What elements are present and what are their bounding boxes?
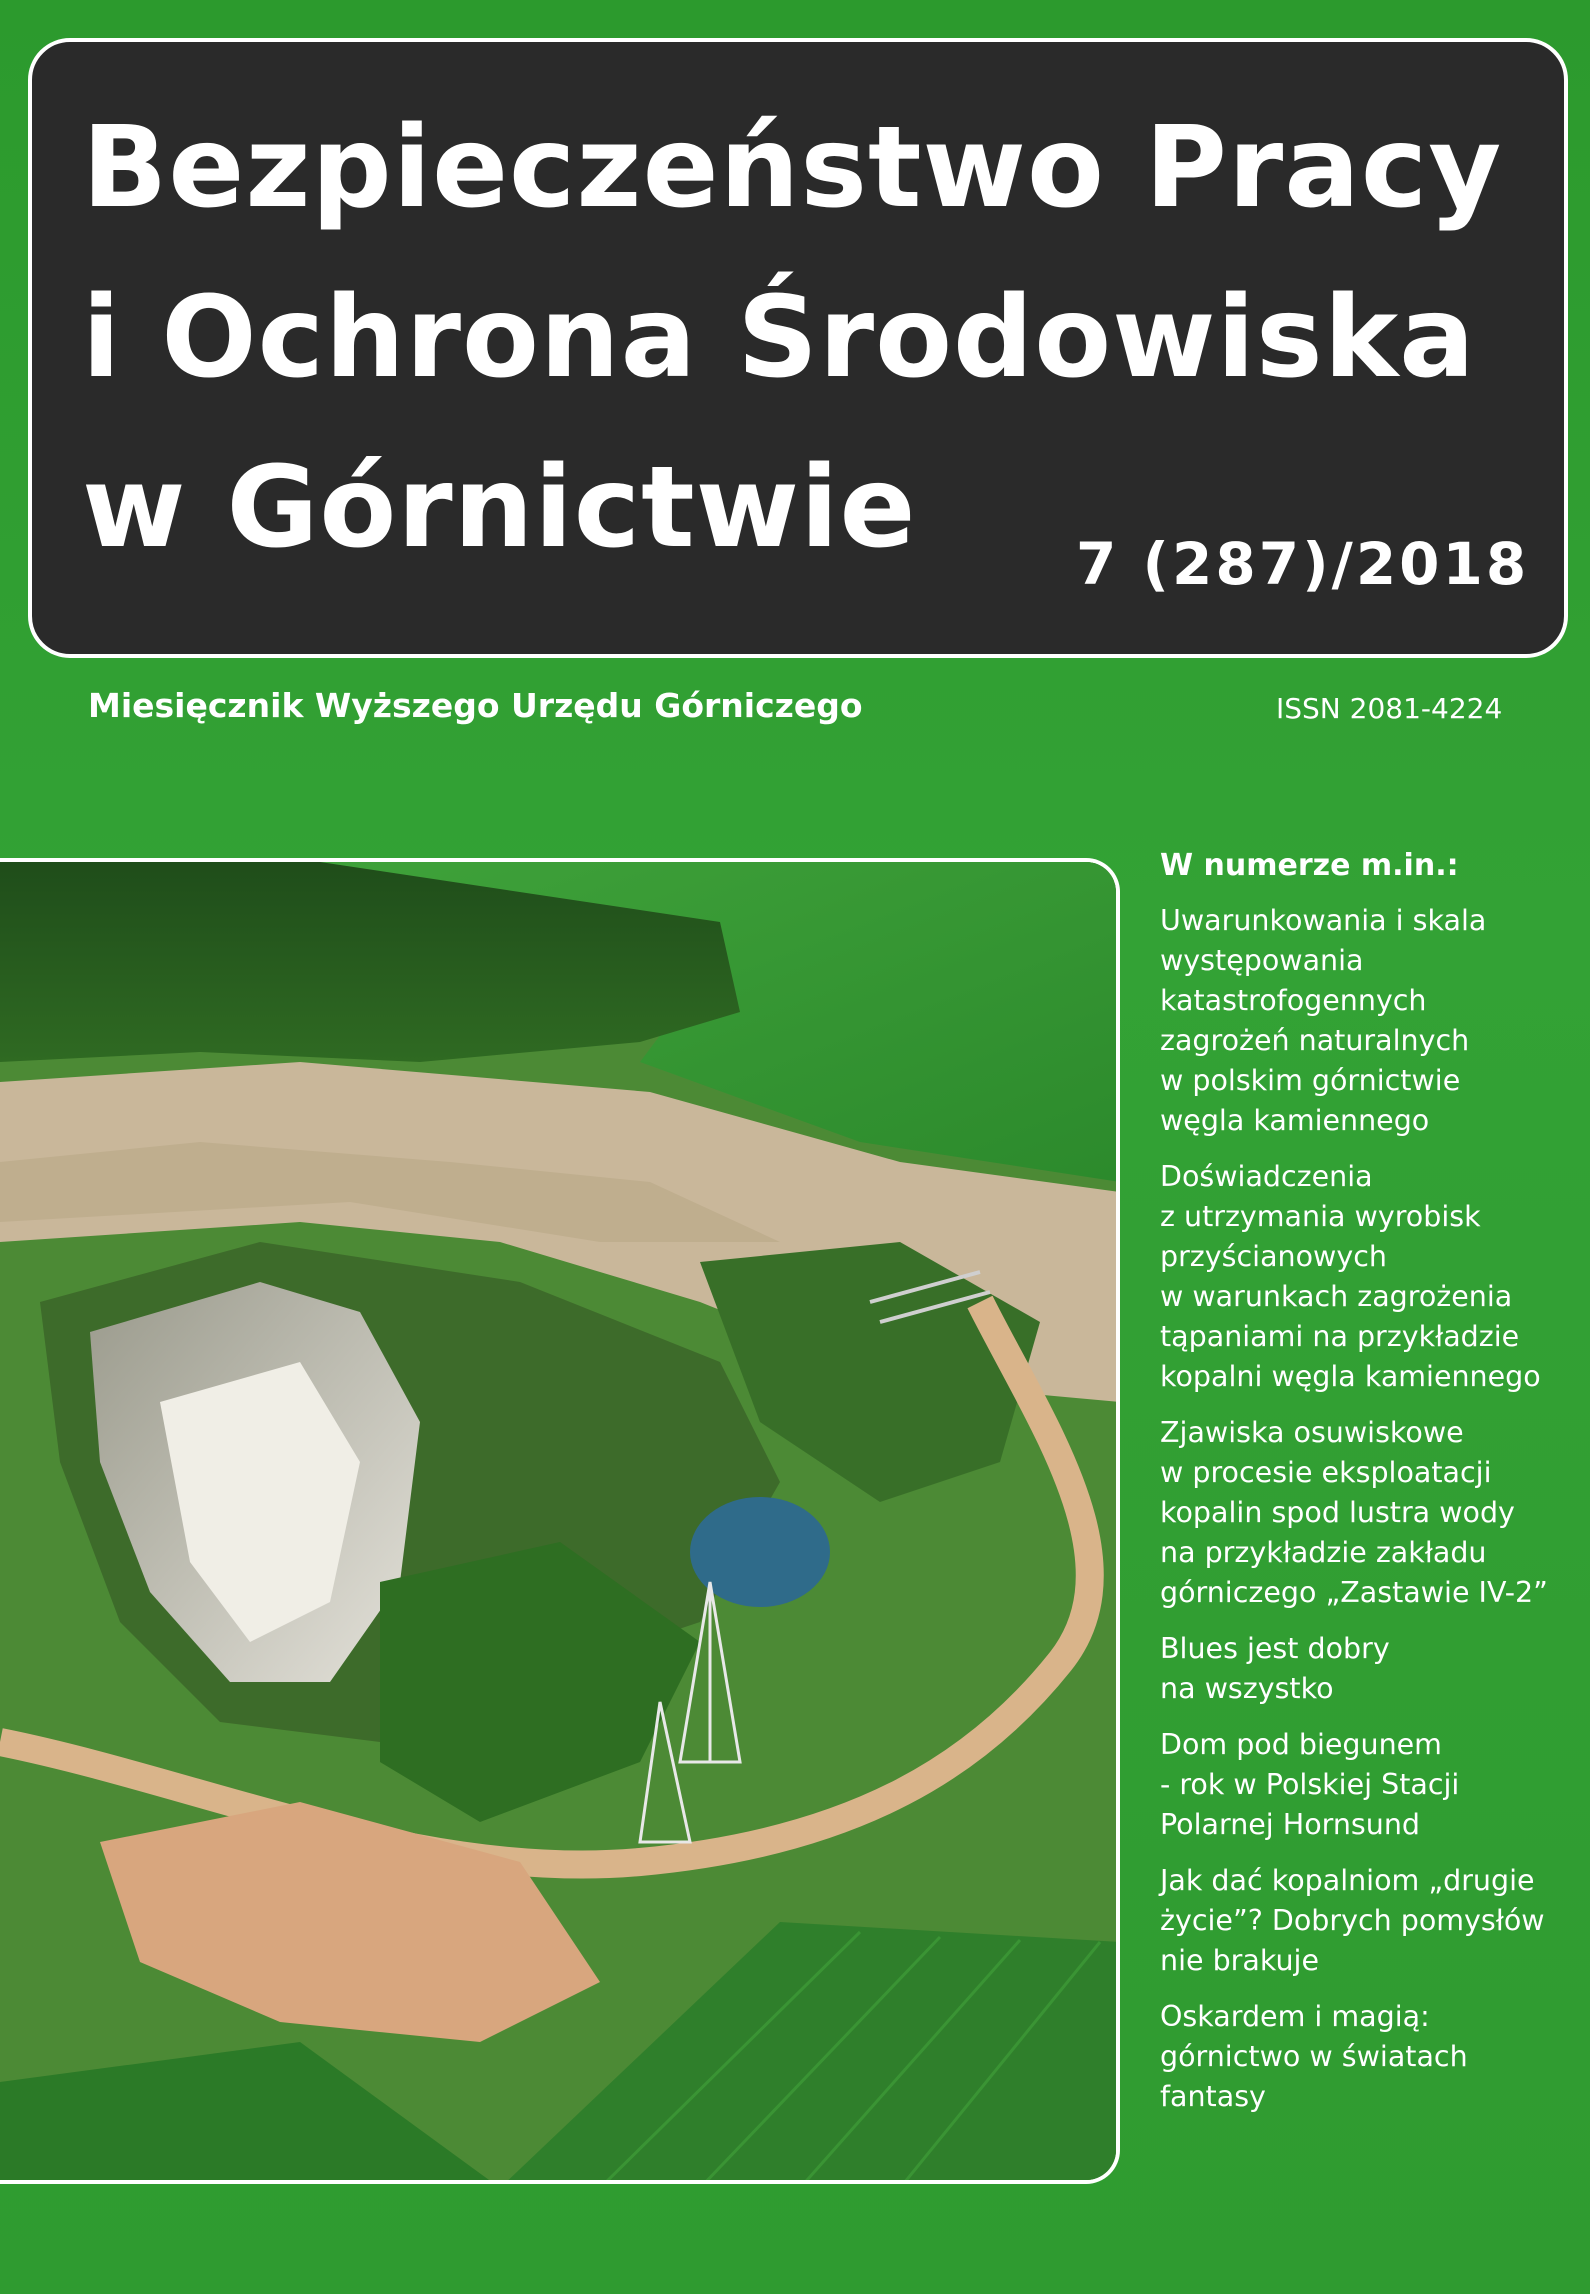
journal-title-line-3: w Górnictwie [82, 443, 917, 573]
toc-item-line: kopalin spod lustra wody [1160, 1496, 1515, 1529]
toc-item-line: górnictwo w światach [1160, 2040, 1468, 2073]
table-of-contents [1160, 848, 1580, 2133]
toc-item-line: na przykładzie zakładu [1160, 1536, 1487, 1569]
toc-item [1160, 1861, 1580, 1981]
toc-item-line: w polskim górnictwie [1160, 1064, 1461, 1097]
toc-item-line: tąpaniami na przykładzie [1160, 1320, 1520, 1353]
toc-item-line: Doświadczenia [1160, 1160, 1373, 1193]
toc-item-line: kopalni węgla kamiennego [1160, 1360, 1541, 1393]
toc-item-line: Polarnej Hornsund [1160, 1808, 1420, 1841]
toc-item-line: nie brakuje [1160, 1944, 1319, 1977]
toc-item-line: Oskardem i magią: [1160, 2000, 1430, 2033]
toc-item-line: fantasy [1160, 2080, 1266, 2113]
toc-item [1160, 1629, 1580, 1709]
toc-item-line: katastrofogennych [1160, 984, 1427, 1017]
toc-item-line: w warunkach zagrożenia [1160, 1280, 1513, 1313]
toc-item-line: Uwarunkowania i skala [1160, 904, 1487, 937]
toc-item-line: górniczego „Zastawie IV-2” [1160, 1576, 1548, 1609]
toc-item-line: Jak dać kopalniom „drugie [1160, 1864, 1535, 1897]
toc-item [1160, 1157, 1580, 1397]
cover-photo-quarry [0, 858, 1120, 2184]
toc-item-line: Zjawiska osuwiskowe [1160, 1416, 1464, 1449]
journal-title-line-1: Bezpieczeństwo Pracy [82, 103, 1503, 233]
toc-item-line: na wszystko [1160, 1672, 1334, 1705]
journal-subtitle: Miesięcznik Wyższego Urzędu Górniczego [88, 686, 863, 725]
toc-item [1160, 901, 1580, 1141]
issue-number: 7 (287)/2018 [1076, 530, 1530, 598]
toc-item-line: w procesie eksploatacji [1160, 1456, 1492, 1489]
toc-item [1160, 1413, 1580, 1613]
toc-item-line: Dom pod biegunem [1160, 1728, 1442, 1761]
aerial-quarry-illustration [0, 862, 1120, 2184]
toc-item-line: życie”? Dobrych pomysłów [1160, 1904, 1545, 1937]
toc-heading: W numerze m.in.: [1160, 848, 1459, 883]
toc-item-line: - rok w Polskiej Stacji [1160, 1768, 1460, 1801]
issn-number: ISSN 2081-4224 [1276, 692, 1503, 725]
toc-item-line: węgla kamiennego [1160, 1104, 1430, 1137]
toc-item-line: z utrzymania wyrobisk [1160, 1200, 1481, 1233]
toc-items [1160, 901, 1580, 2117]
journal-title-line-2: i Ochrona Środowiska [82, 273, 1476, 403]
toc-item-line: Blues jest dobry [1160, 1632, 1390, 1665]
toc-item [1160, 1997, 1580, 2117]
toc-item-line: występowania [1160, 944, 1364, 977]
toc-item-line: zagrożeń naturalnych [1160, 1024, 1470, 1057]
toc-item [1160, 1725, 1580, 1845]
toc-item-line: przyścianowych [1160, 1240, 1387, 1273]
